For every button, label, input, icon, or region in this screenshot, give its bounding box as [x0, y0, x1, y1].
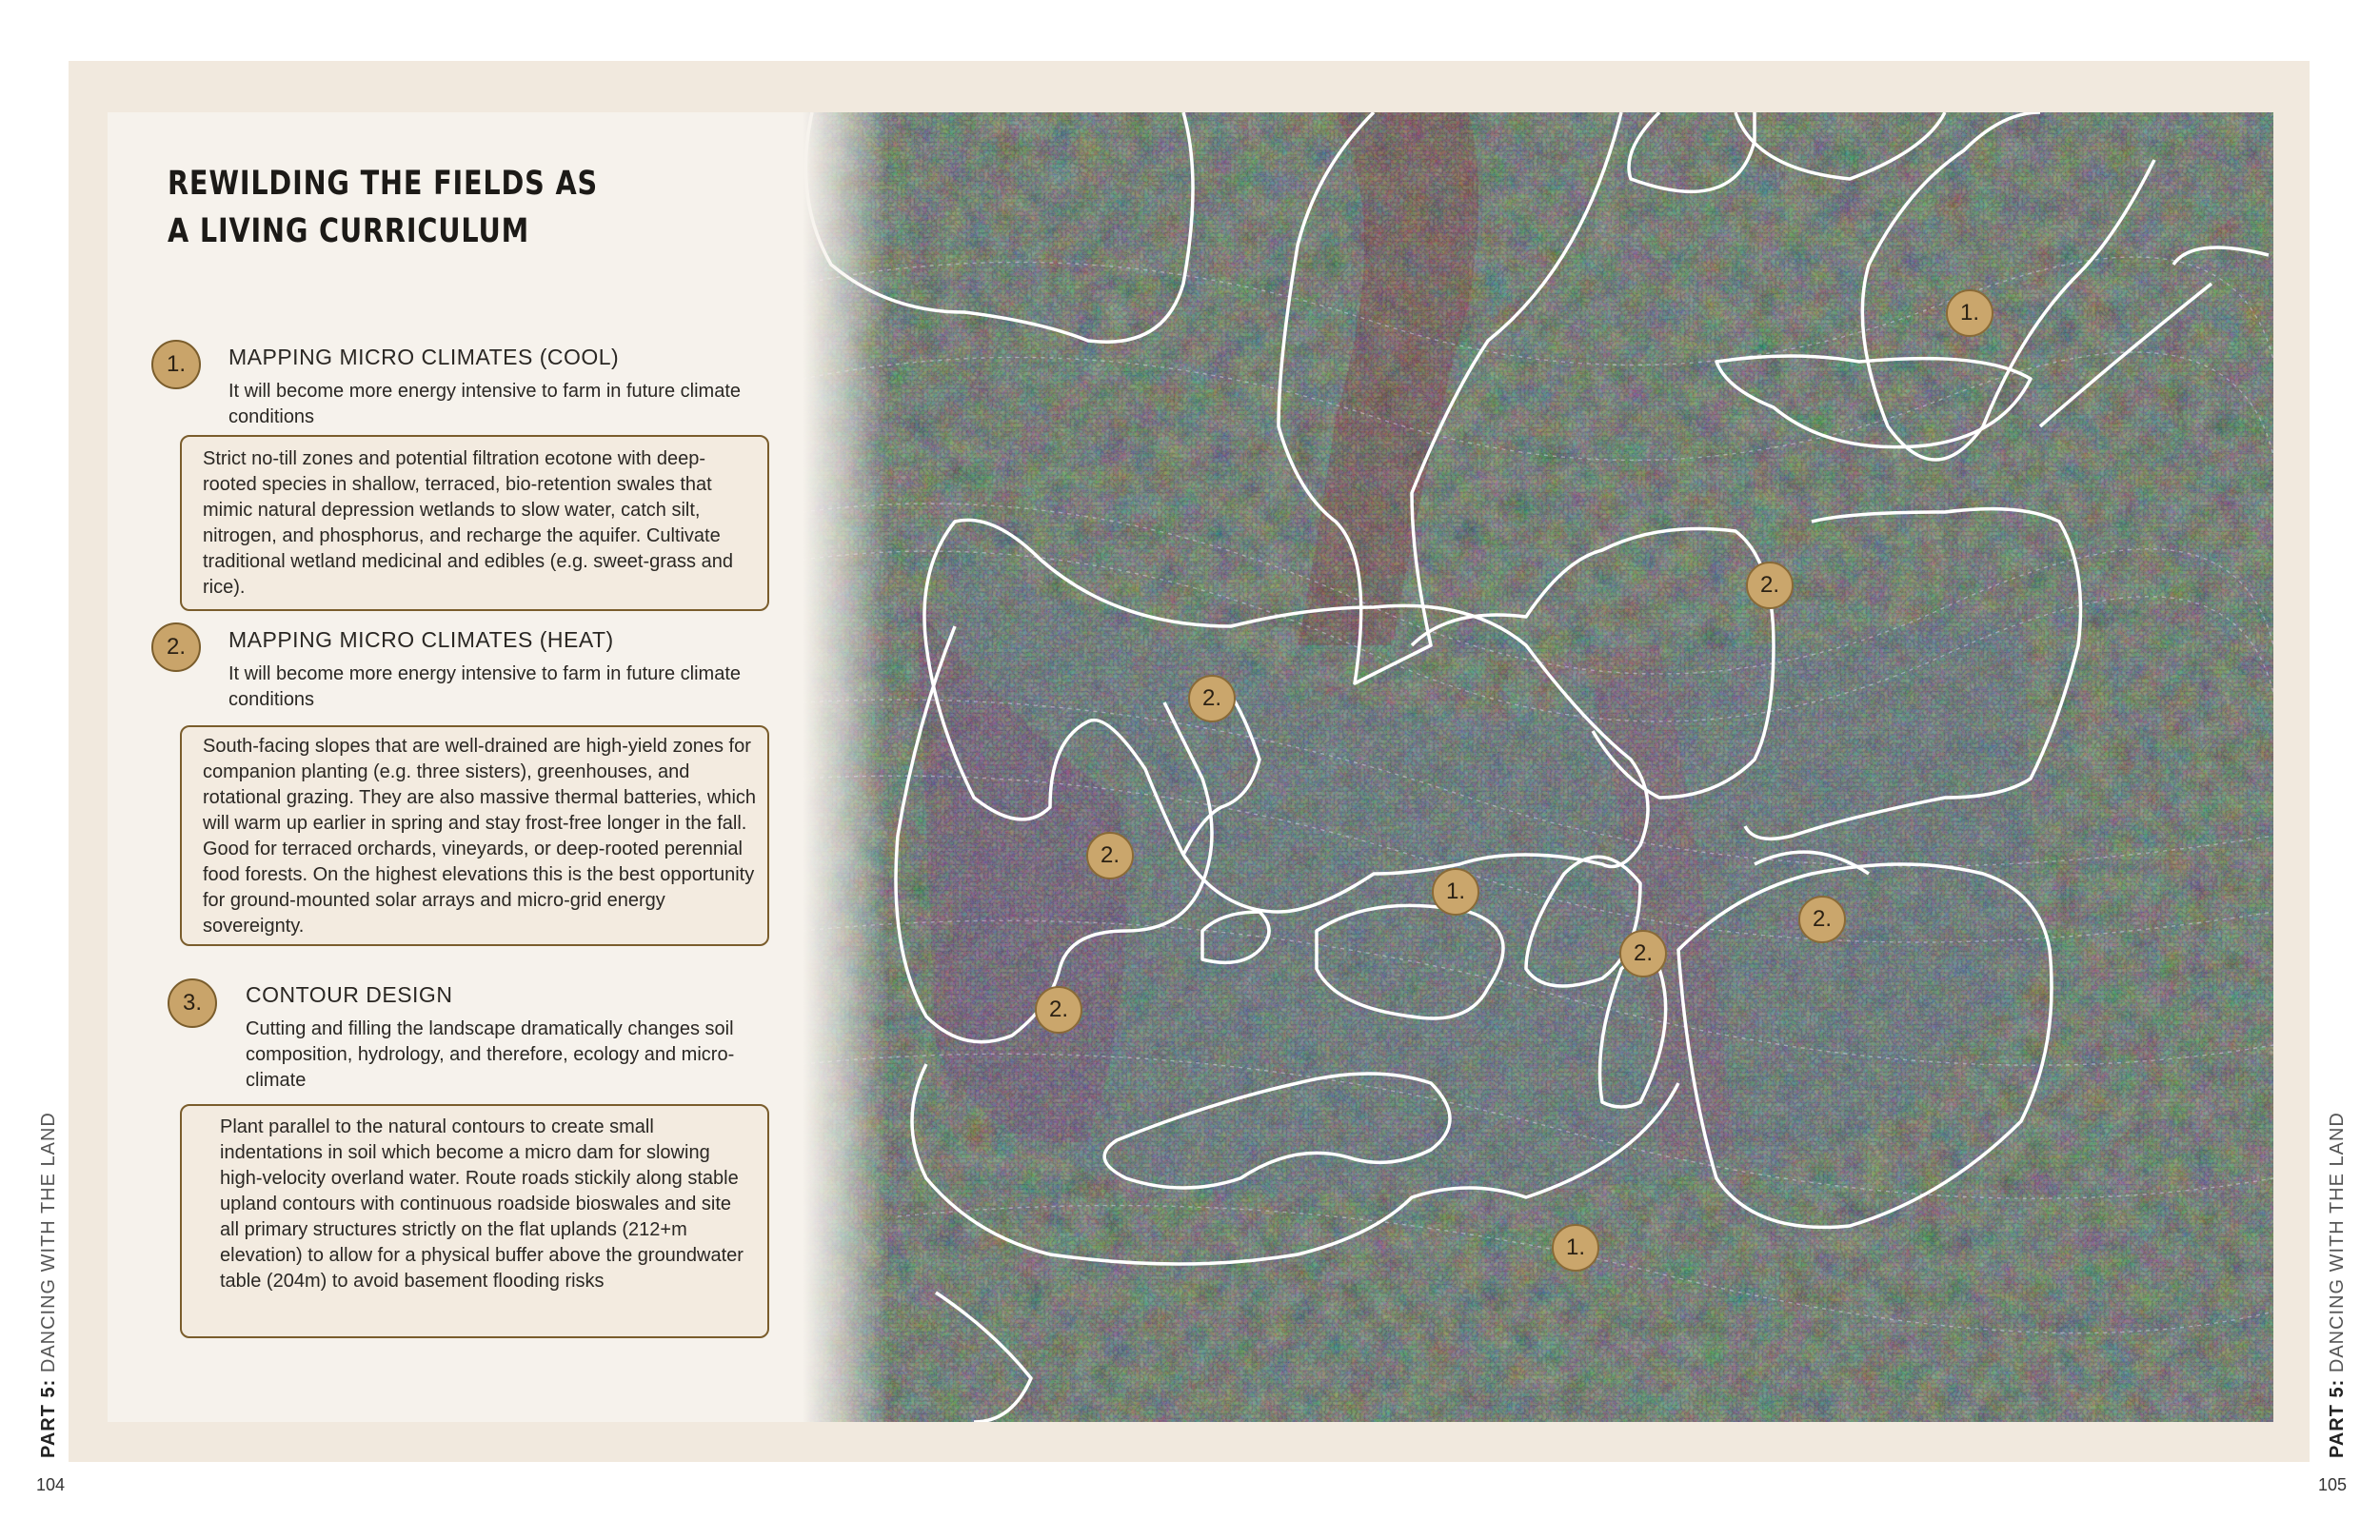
- page-number-right: 105: [2318, 1475, 2348, 1494]
- section-subtitle: It will become more energy intensive to farm in future climate conditions: [228, 663, 741, 710]
- map-marker: 2.: [1746, 562, 1794, 609]
- section-description-box: [180, 725, 769, 946]
- page-title: REWILDING THE FIELDS AS A LIVING CURRICULUM: [168, 165, 598, 250]
- section-description: South-facing slopes that are well-drained are high-yield zones for companion planting (e.g. three sisters), greenhouses, and rotational grazing. They are also massive thermal batteries, which will warm up earlier in spring and stay frost-free longer in the fall. Good for terraced orchards, vineyards, or deep-rooted perennial food forests. On the highest elevations this is the best opportunity for ground-mounted solar arrays and micro-grid energy sovereignty.: [203, 736, 757, 937]
- map-edge-fade: [803, 112, 888, 1422]
- section-description: Strict no-till zones and potential filtration ecotone with deep-rooted species in shallow, terraced, bio-retention swales that mimic natural depression wetlands to slow water, catch silt, nitrogen, and phosphorus, and recharge the aquifer. Cultivate traditional wetland medicinal and edibles (e.g. sweet-grass and rice).: [203, 448, 733, 598]
- part-label-right: [2327, 1112, 2349, 1458]
- map-drawing: [803, 112, 2273, 1422]
- page-number-left: 104: [36, 1475, 66, 1494]
- section-description-box: [180, 435, 769, 611]
- map-marker: 2.: [1086, 832, 1134, 879]
- section-heading: CONTOUR DESIGN: [246, 982, 453, 1007]
- map-marker: 1.: [1946, 289, 1993, 337]
- section-number-badge: 1.: [151, 340, 201, 389]
- part-title: DANCING WITH THE LAND: [2327, 1112, 2348, 1373]
- section-subtitle: Cutting and filling the landscape dramatically changes soil composition, hydrology, and therefore, ecology and micro-climate: [246, 1018, 735, 1091]
- speckle-texture: [803, 112, 2273, 1422]
- map-marker: 2.: [1035, 986, 1082, 1034]
- section-heading: MAPPING MICRO CLIMATES (COOL): [228, 345, 620, 369]
- section-number-badge: 3.: [168, 978, 217, 1028]
- part-label-left: [38, 1112, 60, 1458]
- section-subtitle: It will become more energy intensive to farm in future climate conditions: [228, 381, 741, 427]
- map-marker: 2.: [1619, 930, 1667, 977]
- section-number-badge: 2.: [151, 622, 201, 672]
- map-marker: 2.: [1188, 675, 1236, 722]
- map-marker: 1.: [1552, 1224, 1599, 1272]
- part-title: DANCING WITH THE LAND: [38, 1112, 59, 1373]
- part-number: PART 5:: [2327, 1378, 2348, 1458]
- section-description: Plant parallel to the natural contours to create small indentations in soil which become a micro dam for slowing high-velocity overland water. Route roads stickily along stable upland contours with continuous roadside bioswales and site all primary structures strictly on the flat uplands (212+m elevation) to allow for a physical buffer above the groundwater table (204m) to avoid basement flooding risks: [220, 1116, 744, 1292]
- section-description-box: [180, 1104, 769, 1338]
- map-marker: 2.: [1798, 896, 1846, 943]
- section-heading: MAPPING MICRO CLIMATES (HEAT): [228, 627, 614, 652]
- map-marker: 1.: [1432, 868, 1479, 916]
- aerial-map: [803, 112, 2273, 1422]
- part-number: PART 5:: [38, 1378, 59, 1458]
